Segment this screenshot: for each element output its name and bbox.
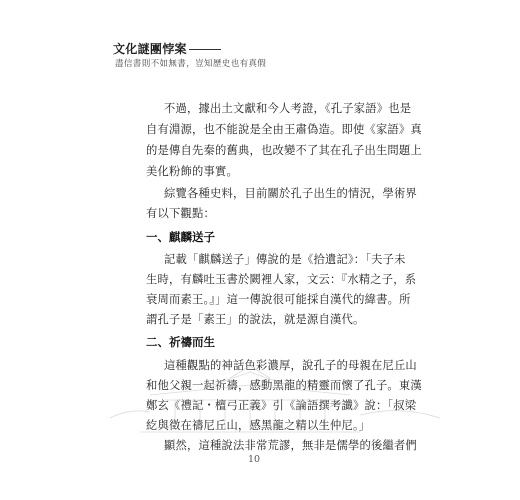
header-title: 文化謎團悖案 xyxy=(113,42,187,56)
section-heading: 一、麒麟送子 xyxy=(146,230,215,244)
section-heading: 二、祈禱而生 xyxy=(146,335,215,349)
body-line: 這種觀點的神話色彩濃厚，說孔子的母親在尼丘山 xyxy=(164,359,417,372)
body-line: 的是傳自先秦的舊典，也改變不了其在孔子出生問題上 xyxy=(146,144,422,157)
body-line: 記載「麒麟送子」傳說的是《拾遺記》：「夫子未 xyxy=(164,253,406,266)
body-line: 自有淵源，也不能說是全由王肅偽造。即使《家語》真 xyxy=(146,123,422,136)
body-line: 和他父親一起祈禱，感動黑龍的精靈而懷了孔子。東漢 xyxy=(146,379,422,392)
body-line: 鄭玄《禮記・檀弓正義》引《論語撰考讖》說：「叔梁 xyxy=(146,399,417,412)
body-line: 生時，有麟吐玉書於闕裡人家，文云：『水精之子，系 xyxy=(146,273,417,286)
body-line: 有以下觀點： xyxy=(146,207,215,220)
body-line: 謂孔子是「素王」的說法，就是源自漢代。 xyxy=(146,313,365,326)
body-line: 綜覽各種史料，目前關於孔子出生的情況，學術界 xyxy=(164,187,417,200)
body-line: 美化粉飾的事實。 xyxy=(146,165,238,178)
header-subtitle: 盡信書則不如無書，豈知歷史也有真假 xyxy=(115,59,267,69)
body-line: 衰周而素王。』」這一傳說很可能採自漢代的緯書。所 xyxy=(146,293,411,306)
running-header xyxy=(113,40,221,57)
page-number: 10 xyxy=(248,454,261,465)
body-line: 紇與徵在禱尼丘山，感黑龍之精以生仲尼。」 xyxy=(146,419,371,432)
body-line: 顯然，這種說法非常荒謬，無非是儒學的後繼者們 xyxy=(164,439,417,452)
header-rule xyxy=(189,49,221,50)
body-line: 不過，據出土文獻和今人考證，《孔子家語》也是 xyxy=(164,102,412,115)
